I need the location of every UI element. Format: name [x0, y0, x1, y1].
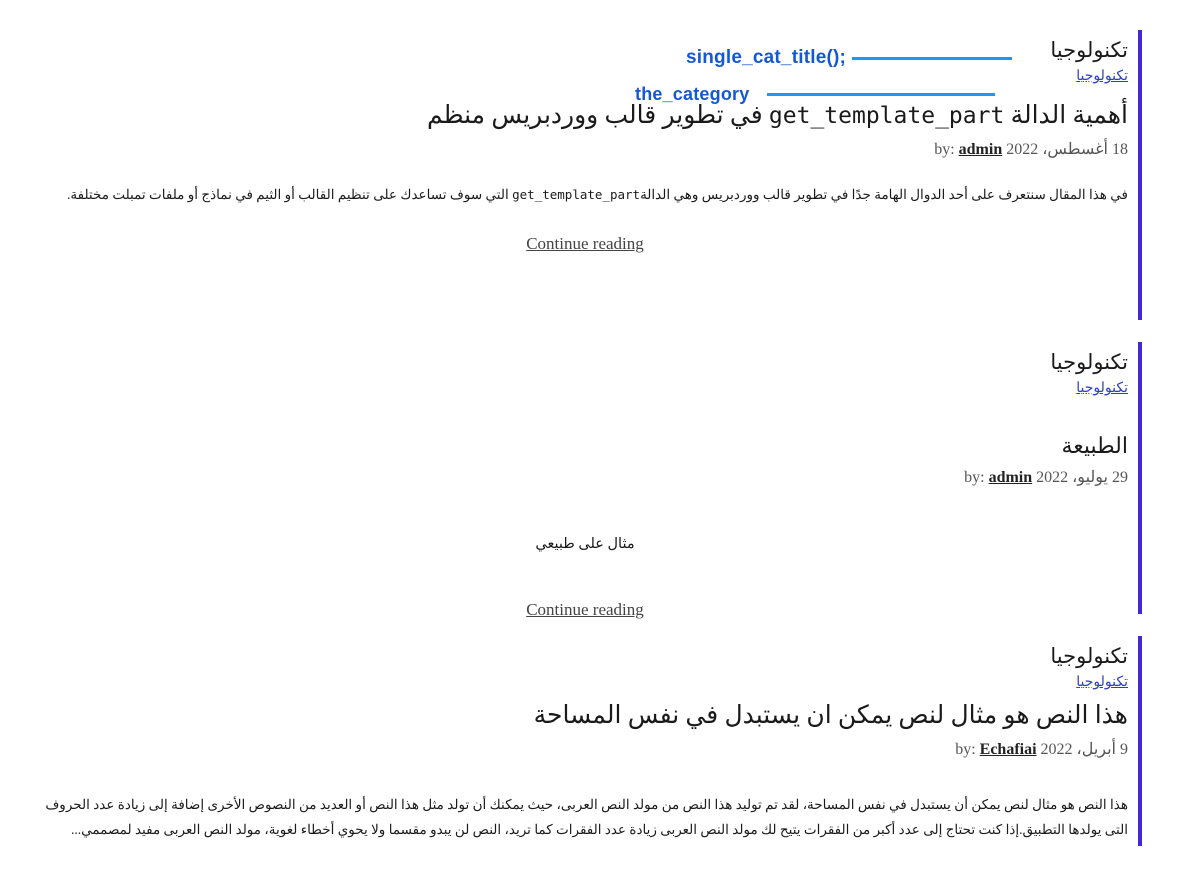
post-item — [32, 342, 1142, 619]
post-meta — [42, 739, 1128, 759]
post-title — [42, 99, 1128, 133]
post-date: 9 أبريل، 2022 — [1040, 741, 1128, 759]
by-label: by: — [964, 469, 985, 487]
post-title-prefix: أهمية الدالة — [1004, 102, 1128, 130]
annotation-single-cat-title-label: single_cat_title(); — [686, 47, 847, 68]
continue-reading-wrap — [42, 234, 1128, 254]
post-category-title: تكنولوجيا — [1050, 38, 1128, 62]
by-label: by: — [934, 141, 955, 159]
post-date: 29 يوليو، 2022 — [1036, 469, 1128, 487]
post-title-suffix: في تطوير قالب ووردبريس منظم — [426, 102, 769, 130]
post-meta — [42, 139, 1128, 159]
post-item — [32, 30, 1142, 320]
post-byline — [934, 141, 1002, 159]
post-title: الطبيعة — [1061, 433, 1128, 459]
post-category-title: تكنولوجيا — [1050, 350, 1128, 374]
post-title: هذا النص هو مثال لنص يمكن ان يستبدل في نفس المساحة — [533, 702, 1128, 730]
post-category-link[interactable]: تكنولوجيا — [1076, 675, 1128, 691]
post-excerpt: هذا النص هو مثال لنص يمكن أن يستبدل في نفس المساحة، لقد تم توليد هذا النص من مولد النص العربى، حيث يمكنك أن تولد مثل هذا النص أو العديد من النصوص الأخرى إضافة إلى زيادة عدد الحروف التى يولدها التطبيق.إذا كنت تحتاج إلى عدد أكبر من الفقرات يتيح لك مولد النص العربى زيادة عدد الفقرات كما تريد، النص لن يبدو مقسما ولا يحوي أخطاء لغوية، مولد النص العربى مفيد لمصممي... — [45, 797, 1128, 838]
post-category-link-wrap — [42, 673, 1128, 691]
continue-reading-link[interactable]: Continue reading — [526, 234, 644, 254]
post-excerpt-code: get_template_part — [512, 187, 641, 203]
continue-reading-link[interactable]: Continue reading — [526, 599, 644, 619]
post-byline — [964, 469, 1032, 487]
post-date: 18 أغسطس، 2022 — [1006, 141, 1128, 159]
post-excerpt — [42, 183, 1128, 208]
post-author-link[interactable]: admin — [958, 141, 1003, 159]
post-accent-bar — [1138, 636, 1142, 846]
post-title-code: get_template_part — [768, 103, 1005, 130]
post-category-link[interactable]: تكنولوجيا — [1076, 69, 1128, 85]
post-accent-bar — [1138, 342, 1142, 614]
by-label: by: — [955, 741, 976, 759]
post-excerpt-part1: في هذا المقال سنتعرف على أحد الدوال الهامة جدًا في تطوير قالب ووردبريس وهي الدالة — [640, 187, 1128, 203]
post-meta — [42, 467, 1128, 487]
post-excerpt: مثال على طبيعي — [535, 536, 635, 553]
continue-reading-wrap — [42, 600, 1128, 620]
post-excerpt-part2: التي سوف تساعدك على تنظيم القالب أو الثيم في نماذج أو ملفات تمبلت مختلفة. — [67, 187, 513, 203]
post-author-link[interactable]: Echafiai — [979, 741, 1037, 759]
annotation-the-category-label: the_category — [635, 84, 750, 104]
post-author-link[interactable]: admin — [988, 469, 1033, 487]
post-item — [32, 636, 1142, 866]
post-category-link-wrap — [42, 379, 1128, 397]
post-accent-bar — [1138, 30, 1142, 320]
post-byline — [955, 741, 1036, 759]
post-category-link-wrap — [42, 67, 1128, 85]
post-category-link[interactable]: تكنولوجيا — [1076, 381, 1128, 397]
post-category-title: تكنولوجيا — [1050, 644, 1128, 668]
post-list — [32, 30, 1142, 888]
